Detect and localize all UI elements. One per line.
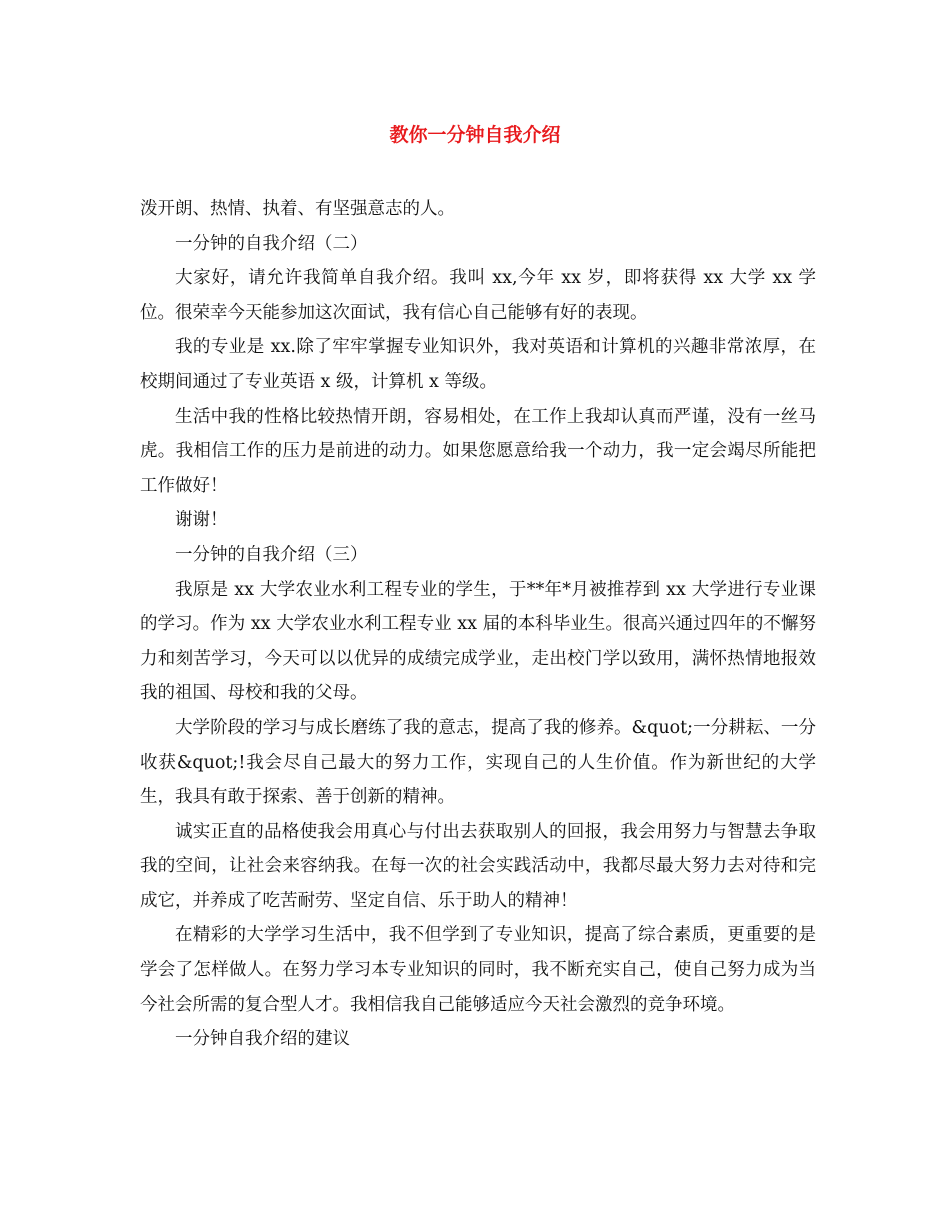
paragraph: 诚实正直的品格使我会用真心与付出去获取别人的回报，我会用努力与智慧去争取我的空间，让社会来容纳我。在每一次的社会实践活动中，我都尽最大努力去对待和完成它，并养成了吃苦耐劳、坚定自信、乐于助人的精神！ — [140, 821, 816, 911]
paragraph-continuation: 泼开朗、热情、执着、有坚强意志的人。 — [140, 199, 455, 219]
document-body — [140, 192, 816, 1057]
page-title: 教你一分钟自我介绍 — [389, 124, 561, 146]
paragraph: 大家好，请允许我简单自我介绍。我叫 xx,今年 xx 岁，即将获得 xx 大学 xx 学位。很荣幸今天能参加这次面试，我有信心自己能够有好的表现。 — [140, 268, 816, 323]
section-heading-3: 一分钟的自我介绍（三） — [175, 544, 368, 565]
paragraph: 我的专业是 xx.除了牢牢掌握专业知识外，我对英语和计算机的兴趣非常浓厚，在校期间通过了专业英语 x 级，计算机 x 等级。 — [140, 337, 816, 392]
paragraph: 在精彩的大学学习生活中，我不但学到了专业知识，提高了综合素质，更重要的是学会了怎样做人。在努力学习本专业知识的同时，我不断充实自己，使自己努力成为当今社会所需的复合型人才。我相信我自己能够适应今天社会激烈的竞争环境。 — [140, 925, 816, 1015]
section-heading-advice: 一分钟自我介绍的建议 — [175, 1029, 350, 1050]
paragraph: 生活中我的性格比较热情开朗，容易相处，在工作上我却认真而严谨，没有一丝马虎。我相信工作的压力是前进的动力。如果您愿意给我一个动力，我一定会竭尽所能把工作做好！ — [140, 406, 816, 496]
section-heading-2: 一分钟的自我介绍（二） — [175, 233, 368, 254]
paragraph-thanks: 谢谢！ — [175, 510, 228, 531]
paragraph: 大学阶段的学习与成长磨练了我的意志，提高了我的修养。&quot;一分耕耘、一分收获&quot;!我会尽自己最大的努力工作，实现自己的人生价值。作为新世纪的大学生，我具有敢于探索、善于创新的精神。 — [140, 717, 816, 808]
paragraph: 我原是 xx 大学农业水利工程专业的学生，于**年*月被推荐到 xx 大学进行专业课的学习。作为 xx 大学农业水利工程专业 xx 届的本科毕业生。很高兴通过四年的不懈努力和刻苦学习，今天可以以优异的成绩完成学业，走出校门学以致用，满怀热情地报效我的祖国、母校和我的父母。 — [140, 579, 816, 704]
